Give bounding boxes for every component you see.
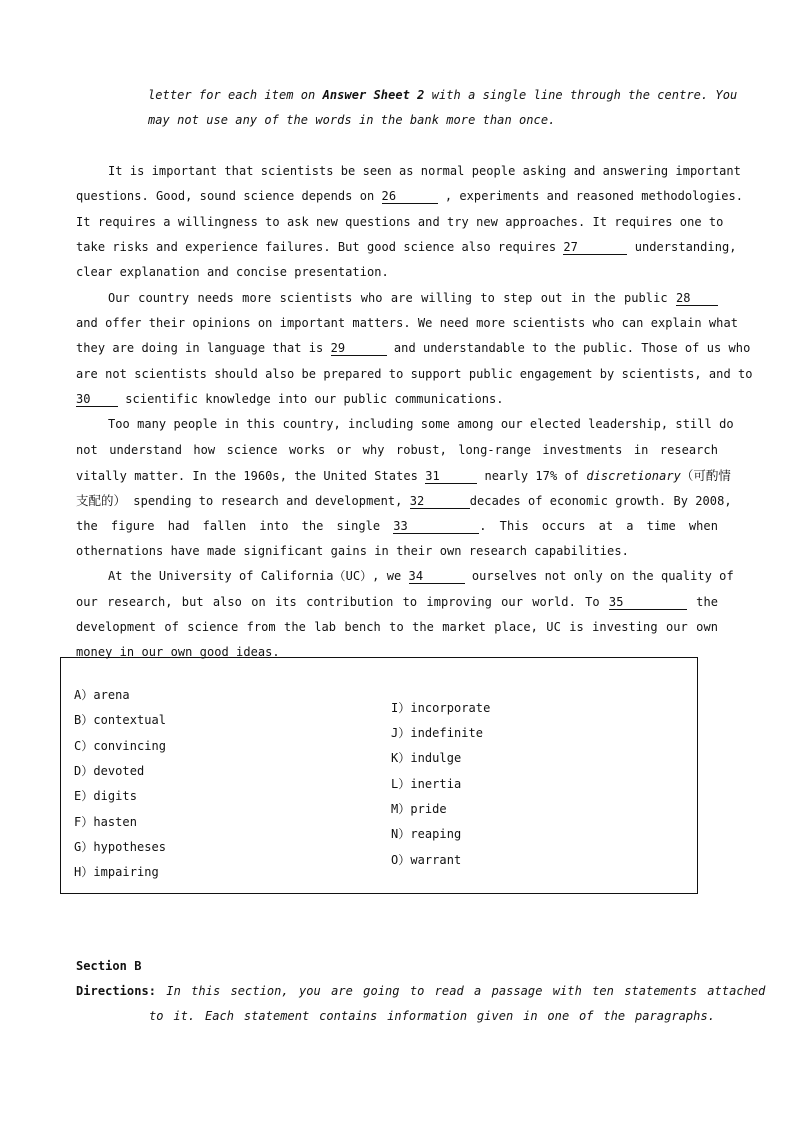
passage-line: money in our own good ideas. xyxy=(76,645,280,659)
passage-line xyxy=(76,491,732,509)
word-option: E）digits xyxy=(74,789,137,803)
blank-33: 33 xyxy=(393,519,479,534)
word-option: I）incorporate xyxy=(391,701,491,715)
word-option: F）hasten xyxy=(74,815,137,829)
word-option: G）hypotheses xyxy=(74,840,167,854)
passage-text: take risks and experience failures. But good science also requires xyxy=(76,240,557,254)
directions-text: with a single line through the centre. You xyxy=(424,88,738,102)
directions-text: In this section, you are going to read a passage with ten statements attached xyxy=(156,984,766,998)
passage-text: the figure had fallen into the single xyxy=(76,519,381,533)
passage-line: not understand how science works or why robust, long-range investments in research xyxy=(76,443,718,457)
passage-text: scientific knowledge into our public communications. xyxy=(125,392,504,406)
directions-line-1 xyxy=(148,88,738,102)
directions-label: Directions: xyxy=(76,984,157,998)
passage-line xyxy=(108,291,718,306)
blank-29: 29 xyxy=(331,341,387,356)
passage-line: othernations have made significant gains in their own research capabilities. xyxy=(76,544,629,558)
directions-text: letter for each item on xyxy=(148,88,323,102)
passage-text: the xyxy=(696,595,718,609)
passage-line: It requires a willingness to ask new questions and try new approaches. It requires one to xyxy=(76,215,724,229)
blank-26: 26 xyxy=(382,189,438,204)
passage-line: clear explanation and concise presentation. xyxy=(76,265,389,279)
chinese-gloss: （可酌情 xyxy=(680,468,731,483)
passage-text: spending to research and development, xyxy=(133,494,403,508)
section-b-directions-line-1 xyxy=(76,984,766,998)
blank-34: 34 xyxy=(409,569,465,584)
answer-sheet-label: Answer Sheet 2 xyxy=(322,88,425,102)
passage-line: Too many people in this country, including some among our elected leadership, still do xyxy=(108,417,734,431)
blank-32: 32 xyxy=(410,494,470,509)
passage-line xyxy=(76,519,718,534)
passage-line xyxy=(76,595,718,610)
word-option: K）indulge xyxy=(391,751,462,765)
word-option: M）pride xyxy=(391,802,447,816)
passage-text: understanding, xyxy=(634,240,737,254)
passage-text: vitally matter. In the 1960s, the United States xyxy=(76,469,418,483)
passage-line xyxy=(108,567,734,584)
blank-35: 35 xyxy=(609,595,687,610)
word-option: O）warrant xyxy=(391,853,462,867)
passage-text: At the University of California（UC）, we xyxy=(108,569,402,583)
passage-line xyxy=(76,341,751,356)
passage-italic-term: discretionary xyxy=(586,469,681,483)
passage-line: are not scientists should also be prepared to support public engagement by scientists, and to xyxy=(76,367,753,381)
passage-text: they are doing in language that is xyxy=(76,341,324,355)
word-option: J）indefinite xyxy=(391,726,484,740)
passage-text: ourselves not only on the quality of xyxy=(471,569,734,583)
passage-line xyxy=(76,240,737,255)
word-option: H）impairing xyxy=(74,865,159,879)
word-option: N）reaping xyxy=(391,827,462,841)
section-b-title: Section B xyxy=(76,959,142,973)
passage-line xyxy=(76,189,744,204)
blank-28: 28 xyxy=(676,291,718,306)
passage-text: . This occurs at a time when xyxy=(479,519,718,533)
passage-text: , experiments and reasoned methodologies. xyxy=(444,189,744,203)
word-option: B）contextual xyxy=(74,713,167,727)
passage-line xyxy=(76,466,731,484)
passage-line: It is important that scientists be seen as normal people asking and answering important xyxy=(108,164,741,178)
passage-text: nearly 17% of xyxy=(484,469,580,483)
word-option: A）arena xyxy=(74,688,130,702)
passage-text: Our country needs more scientists who are willing to step out in the public xyxy=(108,291,668,305)
passage-text: and understandable to the public. Those of us who xyxy=(393,341,751,355)
blank-31: 31 xyxy=(425,469,477,484)
word-option: L）inertia xyxy=(391,777,462,791)
directions-line-2: may not use any of the words in the bank more than once. xyxy=(148,113,556,127)
blank-27: 27 xyxy=(563,240,627,255)
word-option: D）devoted xyxy=(74,764,145,778)
passage-line xyxy=(76,392,718,407)
passage-line: development of science from the lab bench to the market place, UC is investing our own xyxy=(76,620,718,634)
passage-text: our research, but also on its contribution to improving our world. To xyxy=(76,595,600,609)
passage-line: and offer their opinions on important matters. We need more scientists who can explain what xyxy=(76,316,738,330)
blank-30: 30 xyxy=(76,392,118,407)
section-b-directions-line-2: to it. Each statement contains information given in one of the paragraphs. xyxy=(149,1009,715,1023)
passage-text: questions. Good, sound science depends on xyxy=(76,189,375,203)
word-bank-box xyxy=(60,657,698,894)
word-option: C）convincing xyxy=(74,739,167,753)
chinese-gloss: 支配的） xyxy=(76,493,127,508)
passage-text: decades of economic growth. By 2008, xyxy=(469,494,732,508)
